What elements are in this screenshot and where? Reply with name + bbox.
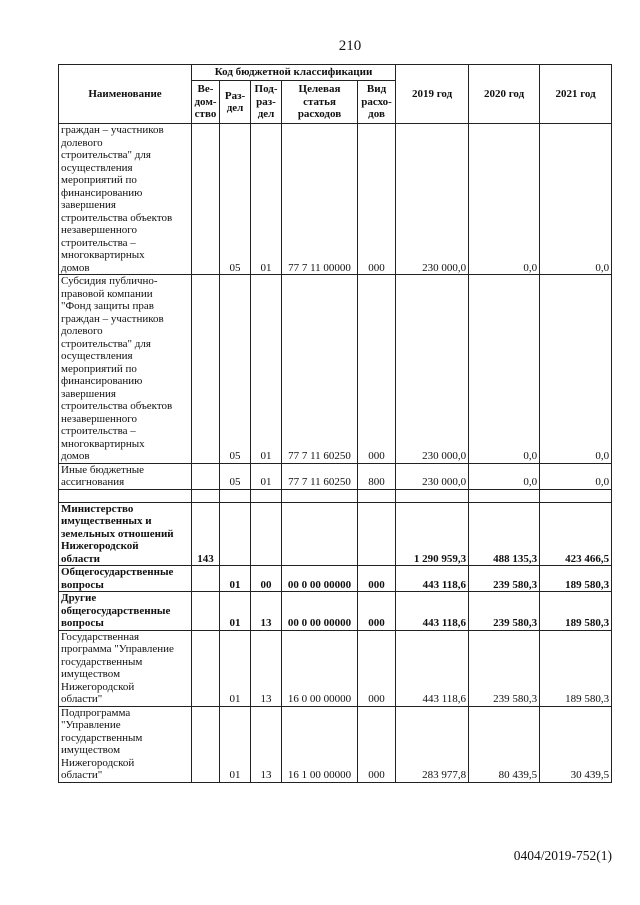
- cell-2021: 189 580,3: [540, 566, 612, 592]
- cell-2019: 230 000,0: [396, 124, 469, 275]
- cell-target-article: 00 0 00 00000: [282, 592, 358, 631]
- document-code: 0404/2019-752(1): [513, 848, 612, 863]
- empty-cell: [469, 489, 540, 502]
- cell-2020: 239 580,3: [469, 592, 540, 631]
- cell-expense-type: 000: [358, 706, 396, 782]
- col-header-name: Наименование: [59, 65, 192, 124]
- cell-expense-type: 000: [358, 592, 396, 631]
- cell-vedomstvo: [192, 630, 220, 706]
- cell-podrazdel: 13: [251, 630, 282, 706]
- cell-target-article: 16 1 00 00000: [282, 706, 358, 782]
- cell-expense-type: 000: [358, 566, 396, 592]
- cell-2019: 443 118,6: [396, 592, 469, 631]
- empty-cell: [59, 489, 192, 502]
- cell-vedomstvo: 143: [192, 502, 220, 566]
- cell-name: Министерство имущественных и земельных отношений Нижегородской области: [59, 502, 192, 566]
- cell-2019: 283 977,8: [396, 706, 469, 782]
- cell-2020: 80 439,5: [469, 706, 540, 782]
- cell-2019: 443 118,6: [396, 630, 469, 706]
- cell-razdel: 05: [220, 275, 251, 464]
- cell-name: Общегосударственные вопросы: [59, 566, 192, 592]
- cell-razdel: 01: [220, 566, 251, 592]
- empty-cell: [358, 489, 396, 502]
- table-body: [59, 124, 612, 783]
- empty-cell: [251, 489, 282, 502]
- cell-razdel: 01: [220, 706, 251, 782]
- cell-2019: 230 000,0: [396, 275, 469, 464]
- cell-2021: 0,0: [540, 275, 612, 464]
- cell-vedomstvo: [192, 124, 220, 275]
- cell-expense-type: 800: [358, 463, 396, 489]
- cell-target-article: 16 0 00 00000: [282, 630, 358, 706]
- cell-2019: 1 290 959,3: [396, 502, 469, 566]
- empty-cell: [192, 489, 220, 502]
- col-header-vedomstvo: Ве- дом- ство: [192, 81, 220, 124]
- cell-vedomstvo: [192, 592, 220, 631]
- cell-2020: 0,0: [469, 463, 540, 489]
- cell-target-article: 00 0 00 00000: [282, 566, 358, 592]
- cell-2019: 230 000,0: [396, 463, 469, 489]
- cell-2020: 0,0: [469, 124, 540, 275]
- empty-cell: [220, 489, 251, 502]
- cell-2020: 0,0: [469, 275, 540, 464]
- cell-target-article: [282, 502, 358, 566]
- cell-2021: 189 580,3: [540, 592, 612, 631]
- col-header-budget-code: Код бюджетной классификации: [192, 65, 396, 81]
- col-header-razdel: Раз- дел: [220, 81, 251, 124]
- cell-target-article: 77 7 11 60250: [282, 463, 358, 489]
- col-header-2021: 2021 год: [540, 65, 612, 124]
- cell-2021: 189 580,3: [540, 630, 612, 706]
- table-row: [59, 502, 612, 566]
- col-header-2019: 2019 год: [396, 65, 469, 124]
- cell-vedomstvo: [192, 275, 220, 464]
- cell-name: Подпрограмма "Управление государственным имуществом Нижегородской области": [59, 706, 192, 782]
- col-header-expense-type: Вид расхо- дов: [358, 81, 396, 124]
- spacer-row: [59, 489, 612, 502]
- cell-vedomstvo: [192, 566, 220, 592]
- cell-2020: 239 580,3: [469, 630, 540, 706]
- cell-razdel: 01: [220, 592, 251, 631]
- cell-podrazdel: 13: [251, 592, 282, 631]
- cell-2021: 30 439,5: [540, 706, 612, 782]
- cell-2021: 423 466,5: [540, 502, 612, 566]
- cell-2020: 488 135,3: [469, 502, 540, 566]
- cell-expense-type: 000: [358, 630, 396, 706]
- cell-podrazdel: 01: [251, 275, 282, 464]
- col-header-podrazdel: Под- раз- дел: [251, 81, 282, 124]
- cell-podrazdel: 01: [251, 124, 282, 275]
- cell-expense-type: 000: [358, 124, 396, 275]
- cell-razdel: 05: [220, 463, 251, 489]
- table-row: [59, 706, 612, 782]
- table-row: [59, 463, 612, 489]
- cell-2021: 0,0: [540, 463, 612, 489]
- cell-name: Иные бюджетные ассигнования: [59, 463, 192, 489]
- table-row: [59, 566, 612, 592]
- cell-expense-type: [358, 502, 396, 566]
- empty-cell: [396, 489, 469, 502]
- cell-expense-type: 000: [358, 275, 396, 464]
- cell-name: Субсидия публично- правовой компании "Фонд защиты прав граждан – участников долевого строительства" для осуществления мероприятий по финансированию завершения строительства объектов незавершенного строительства – многоквартирных домов: [59, 275, 192, 464]
- cell-razdel: [220, 502, 251, 566]
- cell-name: Государственная программа "Управление государственным имуществом Нижегородской области": [59, 630, 192, 706]
- col-header-target-article: Целевая статья расходов: [282, 81, 358, 124]
- cell-podrazdel: 00: [251, 566, 282, 592]
- table-row: [59, 592, 612, 631]
- cell-vedomstvo: [192, 463, 220, 489]
- cell-podrazdel: [251, 502, 282, 566]
- empty-cell: [540, 489, 612, 502]
- cell-2019: 443 118,6: [396, 566, 469, 592]
- cell-target-article: 77 7 11 60250: [282, 275, 358, 464]
- cell-razdel: 05: [220, 124, 251, 275]
- col-header-2020: 2020 год: [469, 65, 540, 124]
- cell-razdel: 01: [220, 630, 251, 706]
- table-row: [59, 630, 612, 706]
- table-row: [59, 275, 612, 464]
- cell-2020: 239 580,3: [469, 566, 540, 592]
- cell-target-article: 77 7 11 00000: [282, 124, 358, 275]
- cell-podrazdel: 01: [251, 463, 282, 489]
- page-number: 210: [338, 38, 362, 54]
- cell-name: граждан – участников долевого строительства" для осуществления мероприятий по финансированию завершения строительства объектов незавершенного строительства – многоквартирных домов: [59, 124, 192, 275]
- table-row: [59, 124, 612, 275]
- budget-table: [58, 64, 612, 783]
- empty-cell: [282, 489, 358, 502]
- cell-name: Другие общегосударственные вопросы: [59, 592, 192, 631]
- cell-2021: 0,0: [540, 124, 612, 275]
- cell-podrazdel: 13: [251, 706, 282, 782]
- cell-vedomstvo: [192, 706, 220, 782]
